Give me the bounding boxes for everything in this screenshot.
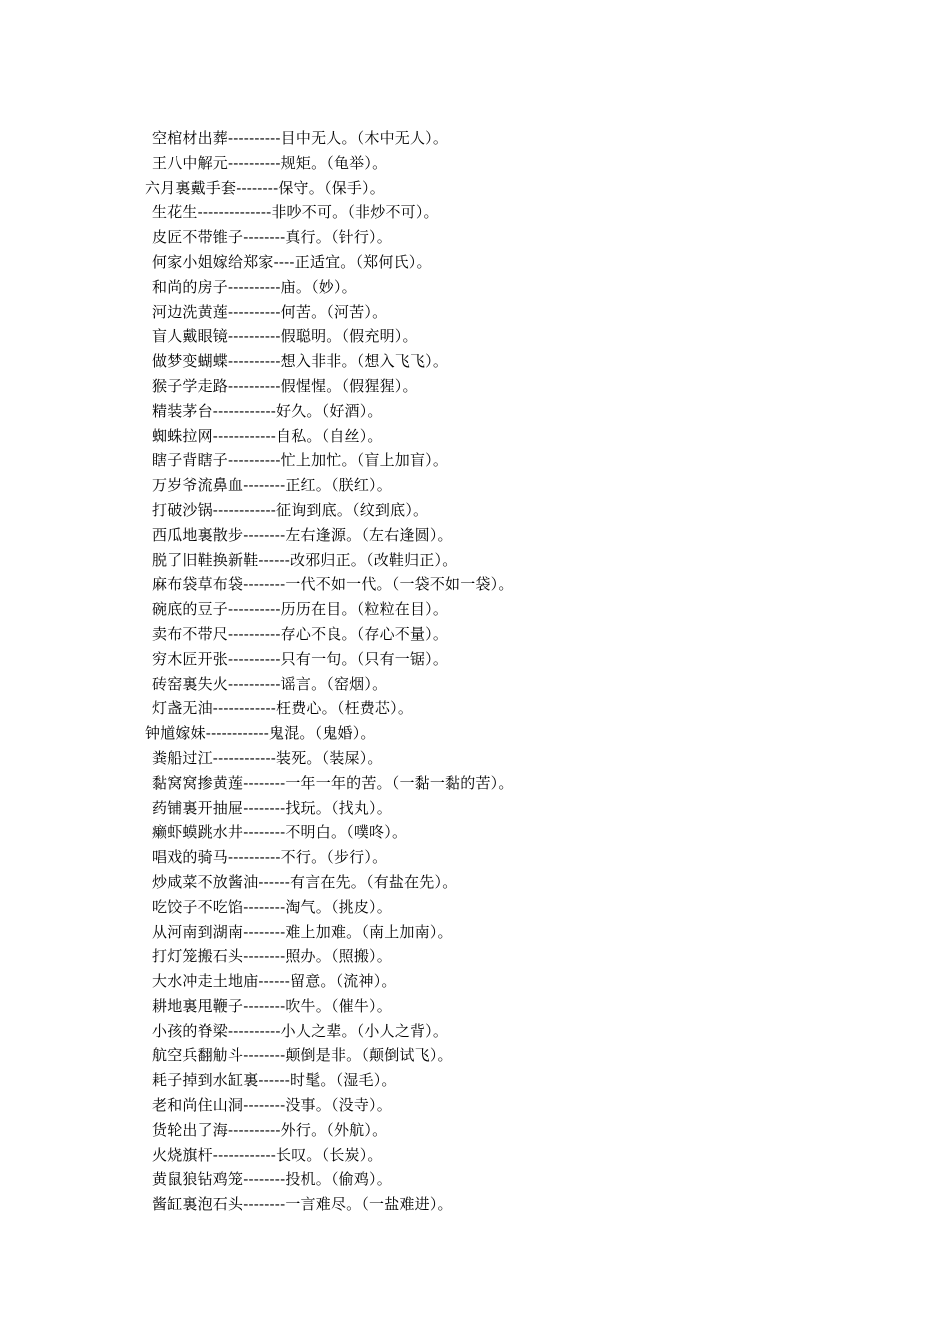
list-item: 万岁爷流鼻血--------正红。（朕红）。 (152, 476, 392, 495)
list-item: 耕地裏甩鞭子--------吹牛。（催牛）。 (152, 996, 392, 1015)
xiehouyu-list (145, 126, 912, 1217)
list-item: 药铺裏开抽屉--------找玩。（找丸）。 (152, 798, 392, 817)
list-item: 皮匠不带锥子--------真行。（针行）。 (152, 228, 392, 247)
list-item: 和尚的房子----------庙。（妙）。 (152, 277, 357, 296)
list-item: 小孩的脊梁----------小人之辈。（小人之背）。 (152, 1021, 449, 1040)
list-item: 炒咸菜不放酱油------有言在先。（有盐在先）。 (152, 872, 458, 891)
list-item: 麻布袋草布袋--------一代不如一代。（一袋不如一袋）。 (152, 575, 514, 594)
list-item: 生花生--------------非吵不可。（非炒不可）。 (152, 203, 439, 222)
list-item: 西瓜地裏散步--------左右逢源。（左右逢圆）。 (152, 525, 453, 544)
list-item: 瞎子背瞎子----------忙上加忙。（盲上加盲）。 (152, 451, 449, 470)
list-item: 做梦变蝴蝶----------想入非非。（想入飞飞）。 (152, 352, 449, 371)
list-item: 老和尚住山洞--------没事。（没寺）。 (152, 1096, 392, 1115)
list-item: 货轮出了海----------外行。（外航）。 (152, 1120, 388, 1139)
list-item: 耗子掉到水缸裏------时髦。（湿毛）。 (152, 1071, 397, 1090)
list-item: 盲人戴眼镜----------假聪明。（假充明）。 (152, 327, 418, 346)
list-item: 猴子学走路----------假惺惺。（假猩猩）。 (152, 376, 418, 395)
list-item: 卖布不带尺----------存心不良。（存心不量）。 (152, 624, 449, 643)
list-item: 火烧旗杆------------长叹。（长炭）。 (152, 1145, 383, 1164)
list-item: 六月裏戴手套--------保守。（保手）。 (145, 178, 385, 197)
list-item: 王八中解元----------规矩。（龟举）。 (152, 153, 388, 172)
list-item: 癞虾蟆跳水井--------不明白。（噗咚）。 (152, 823, 408, 842)
list-item: 蜘蛛拉网------------自私。（自丝）。 (152, 426, 383, 445)
list-item: 大水冲走土地庙------留意。（流神）。 (152, 972, 397, 991)
list-item: 黏窝窝掺黄莲--------一年一年的苦。（一黏一黏的苦）。 (152, 773, 514, 792)
list-item: 从河南到湖南--------难上加难。（南上加南）。 (152, 922, 453, 941)
list-item: 灯盏无油------------枉费心。（枉费芯）。 (152, 699, 414, 718)
list-item: 砖窑裏失火----------谣言。（窑烟）。 (152, 674, 388, 693)
list-item: 吃饺子不吃馅--------淘气。（挑皮）。 (152, 897, 392, 916)
list-item: 何家小姐嫁给郑家----正适宜。（郑何氏）。 (152, 252, 432, 271)
list-item: 精装茅台------------好久。（好酒）。 (152, 401, 383, 420)
list-item: 粪船过江------------装死。（装屎）。 (152, 748, 383, 767)
list-item: 唱戏的骑马----------不行。（步行）。 (152, 848, 388, 867)
list-item: 穷木匠开张----------只有一句。（只有一锯）。 (152, 649, 449, 668)
list-item: 钟馗嫁妹------------鬼混。（鬼婚）。 (145, 724, 376, 743)
list-item: 打灯笼搬石头--------照办。（照搬）。 (152, 947, 392, 966)
list-item: 酱缸裏泡石头--------一言难尽。（一盐难进）。 (152, 1195, 453, 1214)
list-item: 碗底的豆子----------历历在目。（粒粒在目）。 (152, 600, 449, 619)
list-item: 打破沙锅------------征询到底。（纹到底）。 (152, 500, 429, 519)
list-item: 黄鼠狼钻鸡笼--------投机。（偷鸡）。 (152, 1170, 392, 1189)
list-item: 河边洗黄莲----------何苦。（河苦）。 (152, 302, 388, 321)
list-item: 脱了旧鞋换新鞋------改邪归正。（改鞋归正）。 (152, 550, 458, 569)
list-item: 航空兵翻觔斗--------颠倒是非。（颠倒试飞）。 (152, 1046, 453, 1065)
list-item: 空棺材出葬----------目中无人。（木中无人）。 (152, 129, 449, 147)
